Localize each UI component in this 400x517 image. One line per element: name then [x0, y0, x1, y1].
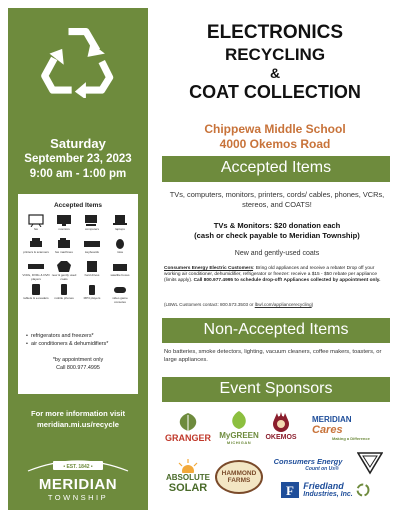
- appointment-phone: Call 800.977.4995: [56, 365, 100, 371]
- okemos-text: OKEMOS: [265, 434, 297, 441]
- accepted-item-label: hard drives: [84, 273, 100, 277]
- sponsor-granger: [163, 406, 213, 448]
- hammond-farms-badge: [215, 460, 263, 494]
- accepted-item: [106, 214, 134, 237]
- accepted-item: [22, 214, 50, 237]
- accepted-item: [50, 283, 78, 306]
- accepted-item: [106, 260, 134, 283]
- consumers-body: : Bring old appliances and receive a rebate! Drop off your working air conditioner, dehumidifier, refrigerator or freezer: receive a $15 - $50 rebate per appliance (limits apply).: [164, 266, 378, 283]
- computer-icon: [83, 214, 101, 227]
- fee-line-2: (cash or check payable to Meridian Township): [194, 231, 360, 240]
- coat-icon: [55, 260, 73, 273]
- satellite-box-icon: [111, 260, 129, 273]
- accepted-icon-grid: [22, 214, 134, 306]
- game-console-icon: [111, 283, 129, 296]
- accepted-item-label: new & gently used coats: [51, 273, 77, 281]
- sponsor-consumers-energy: [266, 451, 350, 477]
- meridian-cares-text: MERIDIAN: [312, 415, 352, 424]
- accepted-item-label: keyboards: [85, 250, 99, 254]
- accepted-item: [22, 283, 50, 306]
- appointment-note: [18, 356, 138, 372]
- fee-block: [164, 221, 390, 241]
- accepted-item: [50, 214, 78, 237]
- accepted-items-text: TVs, computers, monitors, printers, cords/ cables, phones, VCRs, stereos, and COATS!: [169, 190, 385, 209]
- vcr-icon: [27, 260, 45, 273]
- laptop-icon: [111, 214, 129, 227]
- consumers-energy-tagline: Count on Us®: [305, 465, 339, 472]
- accepted-item: [78, 260, 106, 283]
- fax-icon: [27, 214, 45, 227]
- coats-line: New and gently-used coats: [234, 250, 320, 257]
- logo-est: • EST. 1842 •: [63, 464, 93, 470]
- sponsor-okemos: [265, 406, 297, 448]
- sidebar: [8, 8, 148, 510]
- chieftain-mascot-icon: [270, 412, 292, 434]
- friedland-text-block: [303, 482, 352, 499]
- meridian-township-logo: [18, 454, 138, 508]
- non-accepted-heading: Non-Accepted Items: [162, 318, 390, 343]
- sponsors-heading: Event Sponsors: [162, 377, 390, 402]
- mygreen-text: MyGREEN: [219, 431, 259, 440]
- lbwl-end: ): [311, 302, 314, 307]
- meridian-cares-script: Cares: [312, 424, 343, 436]
- venue-block: [150, 122, 400, 152]
- absolute-solar-line-1: ABSOLUTE: [166, 472, 210, 482]
- sponsor-meridian-cares: [298, 410, 390, 446]
- event-date-block: [8, 136, 148, 182]
- consumers-call: Call 800.977.4995 to schedule drop-off! Appliances collected by appointment only.: [193, 278, 381, 283]
- logo-name: MERIDIAN: [38, 476, 118, 493]
- accepted-item: [106, 237, 134, 260]
- sponsor-friedland: [266, 478, 384, 502]
- accepted-item: [22, 260, 50, 283]
- title-line-2: RECYCLING: [224, 45, 326, 64]
- more-info-url[interactable]: meridian.mi.us/recycle: [37, 420, 119, 429]
- accepted-item-label: MP3 players: [83, 296, 101, 300]
- granger-text: GRANGER: [164, 433, 211, 443]
- title-line-4: COAT COLLECTION: [189, 82, 361, 102]
- accepted-item: [78, 214, 106, 237]
- appointment-items-list: [26, 332, 134, 348]
- more-info-label: For more information visit: [30, 409, 126, 418]
- accepted-item-label: video game consoles: [112, 296, 128, 304]
- venue-name: Chippewa Middle School: [204, 122, 346, 136]
- friedland-text-2: Industries, Inc.: [303, 490, 353, 498]
- accepted-item-label: mice: [116, 250, 124, 254]
- mouse-icon: [111, 237, 129, 250]
- meridian-cares-tagline: Making a Difference: [332, 436, 370, 441]
- sun-icon: [176, 459, 200, 473]
- accepted-item: [106, 283, 134, 306]
- mygreen-leaf-icon: [226, 409, 252, 431]
- mygreen-subtext: MICHIGAN: [226, 440, 252, 445]
- triangle-logo-icon: [357, 451, 383, 475]
- skyline-icon: [23, 454, 133, 472]
- friedland-text-1: Friedland: [303, 480, 344, 491]
- sponsor-absolute-solar: [163, 451, 213, 501]
- accepted-items-heading: Accepted Items: [162, 156, 390, 182]
- accepted-item-label: tablets & e-readers: [23, 296, 49, 300]
- title-line-1: ELECTRONICS: [206, 22, 344, 43]
- monitor-icon: [55, 214, 73, 227]
- consumers-label: Consumers Energy Electric Customers: [164, 266, 254, 271]
- event-time: 9:00 am - 1:00 pm: [29, 168, 127, 180]
- event-date: September 23, 2023: [24, 153, 132, 165]
- hard-drive-icon: [83, 260, 101, 273]
- fax-machine-icon: [55, 237, 73, 250]
- accepted-item: [78, 237, 106, 260]
- accepted-item: [78, 283, 106, 306]
- svg-text:F: F: [286, 483, 295, 498]
- sponsor-mygreen: [214, 406, 264, 448]
- lbwl-text: (LBWL Customers contact: 800.573.3503 or: [164, 302, 255, 307]
- phone-icon: [55, 283, 73, 296]
- logo-subtitle: TOWNSHIP: [47, 493, 109, 502]
- accepted-item-label: mobile phones: [54, 296, 74, 300]
- mp3-icon: [83, 283, 101, 296]
- accepted-item-label: monitors: [58, 227, 70, 231]
- printer-icon: [27, 237, 45, 250]
- consumers-energy-text: Consumers Energy: [273, 456, 343, 466]
- sponsor-triangle-logo: [356, 448, 384, 478]
- recycle-icon: [38, 22, 118, 98]
- more-info-block: [8, 408, 148, 430]
- accepted-item-label: VCRs, DVRs & DVD players: [22, 273, 50, 281]
- accepted-item: [50, 260, 78, 283]
- appointment-footnote: *by appointment only: [52, 357, 104, 363]
- consumers-rebate-text: [164, 266, 390, 284]
- accepted-item-label: fax: [33, 227, 38, 231]
- sponsor-hammond-farms: [214, 456, 264, 498]
- tablet-icon: [27, 283, 45, 296]
- lbwl-contact: [164, 302, 390, 308]
- accepted-item: [22, 237, 50, 260]
- hammond-text-2: FARMS: [227, 477, 251, 484]
- accepted-item-label: fax machines: [55, 250, 73, 254]
- friedland-recycle-icon: [356, 483, 370, 497]
- page-title: [150, 22, 400, 103]
- accepted-item-label: computers: [84, 227, 99, 231]
- list-item: • air conditioners & dehumidifiers*: [26, 340, 134, 348]
- title-line-3: &: [269, 65, 281, 81]
- hammond-text-1: HAMMOND: [221, 470, 257, 477]
- friedland-logo-icon: [280, 481, 300, 499]
- non-accepted-text: No batteries, smoke detectors, lighting, vacuum cleaners, coffee makers, toasters, or large appliances.: [164, 349, 382, 363]
- venue-address: 4000 Okemos Road: [219, 137, 331, 151]
- accepted-item-label: printers & scanners: [23, 250, 49, 254]
- absolute-solar-line-2: SOLAR: [168, 481, 208, 494]
- fee-line-1: TVs & Monitors: $20 donation each: [213, 221, 341, 230]
- keyboard-icon: [83, 237, 101, 250]
- event-day: Saturday: [50, 136, 106, 151]
- lbwl-link[interactable]: lbwl.com/appliancerecycling: [254, 302, 312, 307]
- granger-leaf-icon: [173, 411, 203, 433]
- accepted-box-heading: Accepted Items: [53, 202, 103, 209]
- accepted-item-label: laptops: [115, 227, 125, 231]
- accepted-items-box: [18, 194, 138, 394]
- accepted-item-label: satellite boxes: [110, 273, 130, 277]
- list-item: • refrigerators and freezers*: [26, 332, 134, 340]
- accepted-item: [50, 237, 78, 260]
